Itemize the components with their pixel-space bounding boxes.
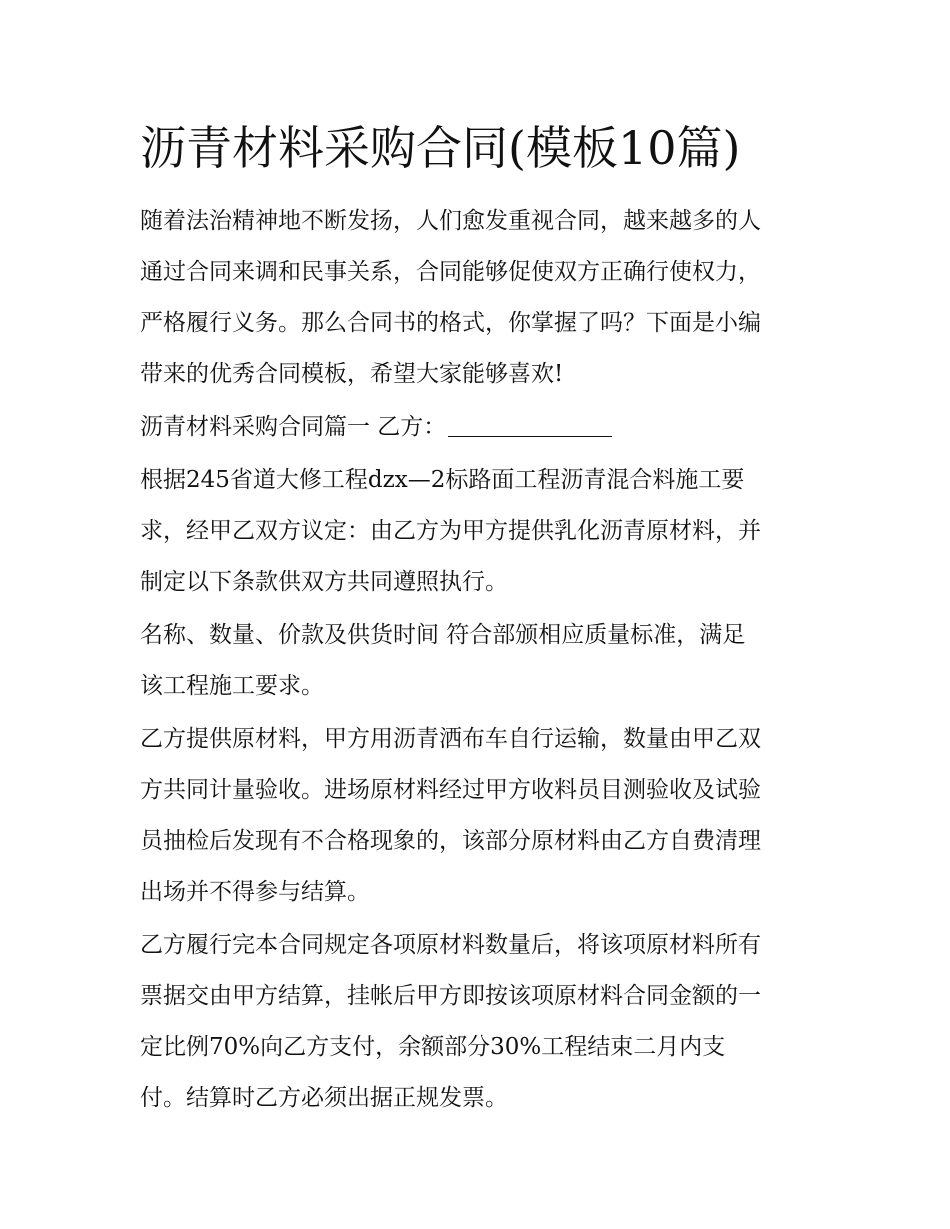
text-line: 根据245省道大修工程dzx—2标路面工程沥青混合料施工要: [140, 467, 745, 493]
basis-paragraph: [140, 455, 820, 608]
text-line: 严格履行义务。那么合同书的格式，你掌握了吗？下面是小编: [140, 310, 761, 336]
text-line: 员抽检后发现有不合格现象的，该部分原材料由乙方自费清理: [140, 828, 761, 854]
document-title: 沥青材料采购合同(模板10篇): [140, 121, 741, 175]
text-line: 带来的优秀合同模板，希望大家能够喜欢!: [140, 361, 564, 387]
intro-paragraph: [140, 196, 820, 400]
text-line: 乙方提供原材料，甲方用沥青洒布车自行运输，数量由甲乙双: [140, 726, 761, 752]
text-line: 出场并不得参与结算。: [140, 879, 370, 905]
contract-heading-text: 沥青材料采购合同篇一 乙方：: [140, 414, 447, 440]
settlement-paragraph: [140, 920, 820, 1124]
party-b-blank-line: [448, 435, 612, 437]
text-line: 通过合同来调和民事关系，合同能够促使双方正确行使权力，: [140, 259, 761, 285]
text-line: 乙方履行完本合同规定各项原材料数量后，将该项原材料所有: [140, 932, 761, 958]
text-line: 票据交由甲方结算，挂帐后甲方即按该项原材料合同金额的一: [140, 983, 761, 1009]
text-line: 该工程施工要求。: [140, 673, 324, 699]
text-line: [140, 402, 820, 453]
text-line: 求，经甲乙双方议定：由乙方为甲方提供乳化沥青原材料，并: [140, 518, 761, 544]
document-body: [140, 196, 820, 1126]
text-line: 随着法治精神地不断发扬，人们愈发重视合同，越来越多的人: [140, 208, 761, 234]
text-line: 制定以下条款供双方共同遵照执行。: [140, 569, 508, 595]
text-line: 方共同计量验收。进场原材料经过甲方收料员目测验收及试验: [140, 777, 761, 803]
quality-paragraph: [140, 610, 820, 712]
text-line: 定比例70%向乙方支付，余额部分30%工程结束二月内支: [140, 1034, 726, 1060]
supply-paragraph: [140, 714, 820, 918]
contract-heading-paragraph: [140, 402, 820, 453]
text-line: 名称、数量、价款及供货时间 符合部颁相应质量标准，满足: [140, 622, 746, 648]
text-line: 付。结算时乙方必须出据正规发票。: [140, 1085, 508, 1111]
